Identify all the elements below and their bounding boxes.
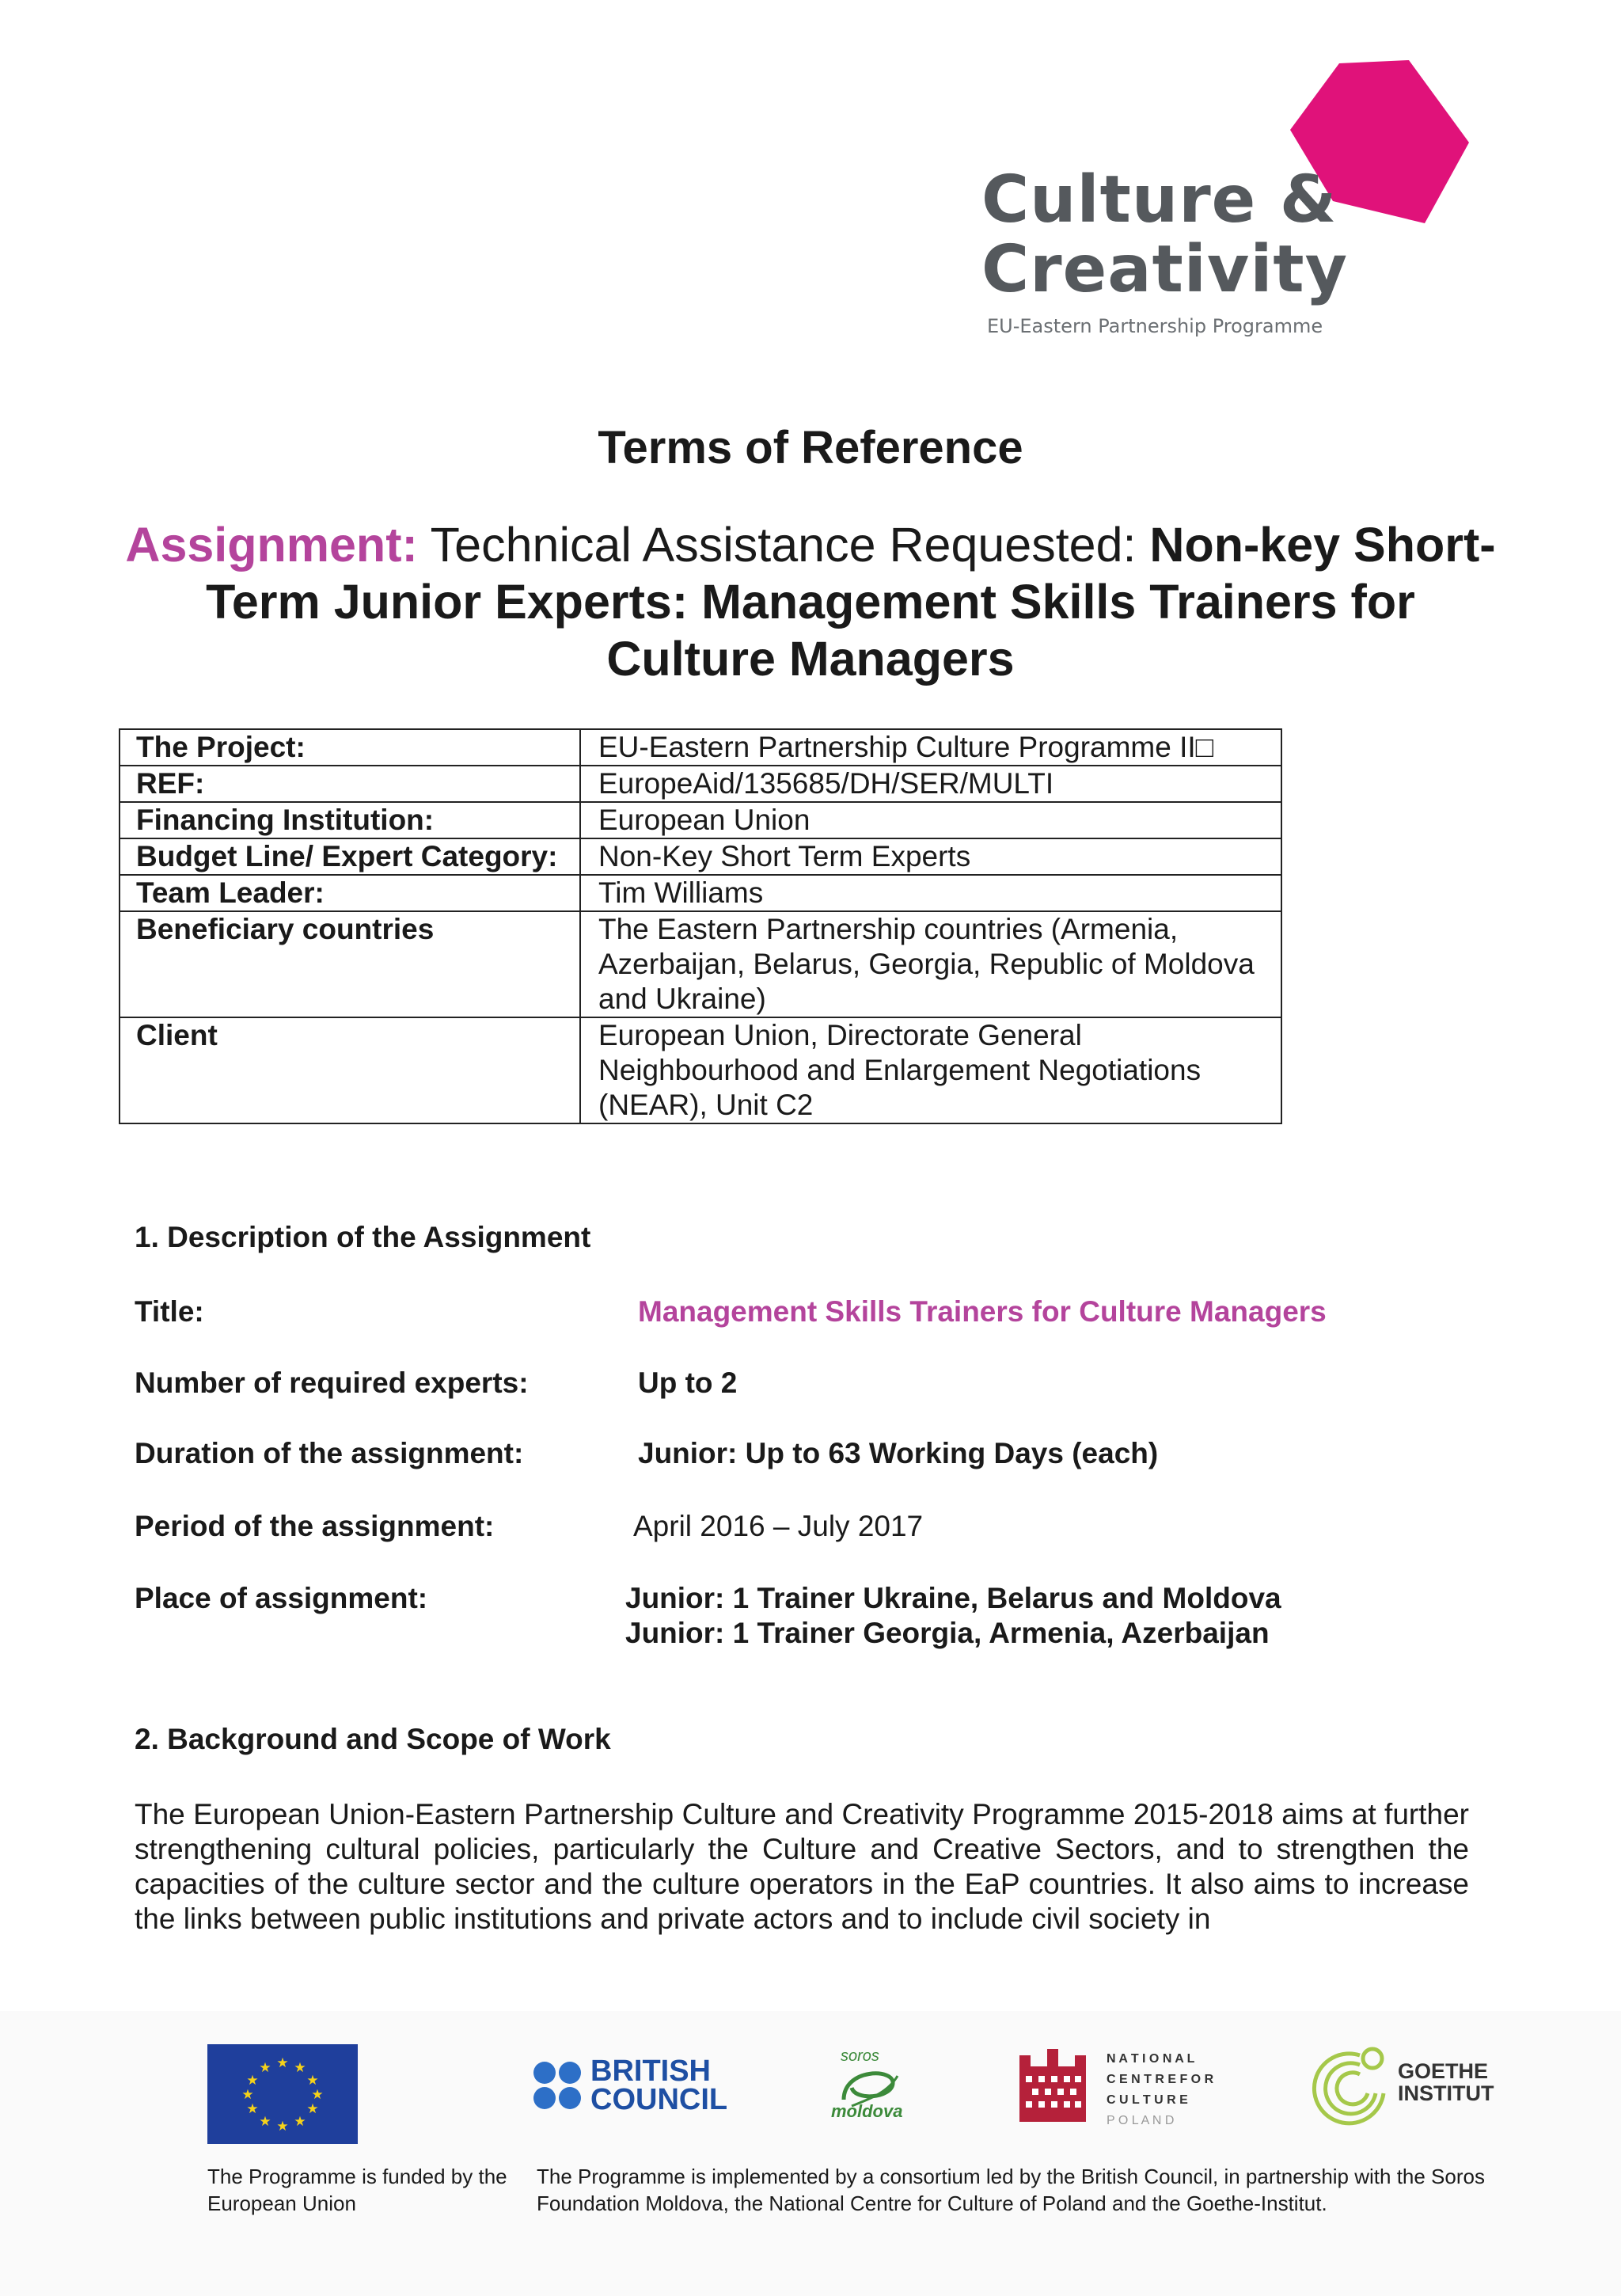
moldova-text: moldova — [831, 2101, 903, 2121]
assignment-text: Technical Assistance Requested: — [417, 518, 1150, 572]
goethe-line1: GOETHE — [1398, 2059, 1489, 2083]
table-row — [120, 802, 1281, 838]
background-paragraph: The European Union-Eastern Partnership Culture and Creativity Programme 2015-2018 aims at further strengthening cultural policies, particularly the Culture and Creative Sectors, and to strengthen the capacities of the culture sector and the culture operators in the EaP countries. It also aims to increase the links between public institutions and private actors and to include civil society in — [135, 1798, 1469, 1935]
table-value: Tim Williams — [580, 875, 1281, 911]
assignment-heading — [119, 516, 1502, 687]
ncc-line4: P O L A N D — [1107, 2114, 1175, 2127]
svg-text:★: ★ — [294, 2060, 306, 2076]
table-key: REF: — [120, 766, 580, 802]
duration-label: Duration of the assignment: — [135, 1437, 524, 1469]
svg-text:★: ★ — [294, 2114, 306, 2130]
soros-moldova-logo — [828, 2044, 907, 2123]
svg-text:★: ★ — [311, 2087, 324, 2103]
table-key: Client — [120, 1017, 580, 1123]
goethe-line2: INSTITUT — [1398, 2081, 1494, 2105]
place-label: Place of assignment: — [135, 1582, 428, 1614]
table-value: European Union, Directorate General Neighbourhood and Enlargement Negotiations (NEAR), Unit C2 — [580, 1017, 1281, 1123]
ncc-line2: C E N T R E F O R — [1107, 2073, 1214, 2086]
title-label: Title: — [135, 1295, 204, 1328]
table-key: Team Leader: — [120, 875, 580, 911]
logo-title-line1: Culture & — [981, 162, 1338, 238]
table-row — [120, 875, 1281, 911]
soros-text: soros — [841, 2047, 879, 2065]
ncc-line3: C U L T U R E — [1107, 2093, 1188, 2107]
table-row — [120, 1017, 1281, 1123]
table-value: European Union — [580, 802, 1281, 838]
place-value-1: Junior: 1 Trainer Ukraine, Belarus and Moldova — [625, 1582, 1281, 1614]
funded-note: The Programme is funded by the European Union — [207, 2165, 507, 2215]
british-council-line2: COUNCIL — [590, 2083, 728, 2116]
table-row — [120, 838, 1281, 875]
table-value: The Eastern Partnership countries (Armenia, Azerbaijan, Belarus, Georgia, Republic of Moldova and Ukraine) — [580, 911, 1281, 1017]
experts-value: Up to 2 — [638, 1367, 738, 1399]
table-row — [120, 911, 1281, 1017]
svg-text:★: ★ — [306, 2101, 319, 2117]
table-row — [120, 766, 1281, 802]
section-heading-background: 2. Background and Scope of Work — [135, 1723, 611, 1755]
svg-text:★: ★ — [259, 2060, 271, 2076]
svg-text:★: ★ — [259, 2114, 271, 2130]
logo-subtitle: EU-Eastern Partnership Programme — [987, 315, 1323, 337]
experts-label: Number of required experts: — [135, 1367, 529, 1399]
british-council-dots-icon — [532, 2060, 584, 2112]
svg-text:★: ★ — [246, 2073, 259, 2089]
table-key: Beneficiary countries — [120, 911, 580, 1017]
place-value-2: Junior: 1 Trainer Georgia, Armenia, Azerbaijan — [625, 1617, 1270, 1649]
section-heading-description: 1. Description of the Assignment — [135, 1221, 591, 1253]
british-council-line1: BRITISH — [590, 2055, 711, 2088]
table-value: EU-Eastern Partnership Culture Programme II□ — [580, 729, 1281, 766]
goethe-arcs-icon — [1304, 2041, 1391, 2128]
title-value: Management Skills Trainers for Culture Managers — [638, 1295, 1327, 1328]
period-label: Period of the assignment: — [135, 1510, 495, 1542]
implemented-note: The Programme is implemented by a consortium led by the British Council, in partnership with the Soros Foundation Moldova, the National Centre for Culture of Poland and the Goethe-Institut. — [537, 2165, 1485, 2215]
ncc-line1: N A T I O N A L — [1107, 2052, 1195, 2066]
table-value: EuropeAid/135685/DH/SER/MULTI — [580, 766, 1281, 802]
assignment-bold-text: Non-key Short-Term Junior Experts: Management Skills Trainers for Culture Managers — [206, 518, 1496, 686]
ncc-crown-icon — [1019, 2049, 1086, 2122]
table-row — [120, 729, 1281, 766]
table-key: Budget Line/ Expert Category: — [120, 838, 580, 875]
svg-text:★: ★ — [276, 2119, 289, 2134]
document-title: Terms of Reference — [598, 422, 1023, 473]
table-key: Financing Institution: — [120, 802, 580, 838]
project-info-table — [119, 728, 1282, 1124]
eu-flag-icon — [207, 2044, 358, 2144]
table-value: Non-Key Short Term Experts — [580, 838, 1281, 875]
svg-text:★: ★ — [246, 2101, 259, 2117]
svg-text:★: ★ — [241, 2087, 254, 2103]
duration-value: Junior: Up to 63 Working Days (each) — [638, 1437, 1159, 1469]
svg-text:★: ★ — [306, 2073, 319, 2089]
logo-title-line2: Creativity — [981, 232, 1349, 307]
svg-text:★: ★ — [276, 2055, 289, 2071]
period-value: April 2016 – July 2017 — [633, 1510, 924, 1542]
assignment-label: Assignment: — [125, 518, 418, 572]
table-key: The Project: — [120, 729, 580, 766]
